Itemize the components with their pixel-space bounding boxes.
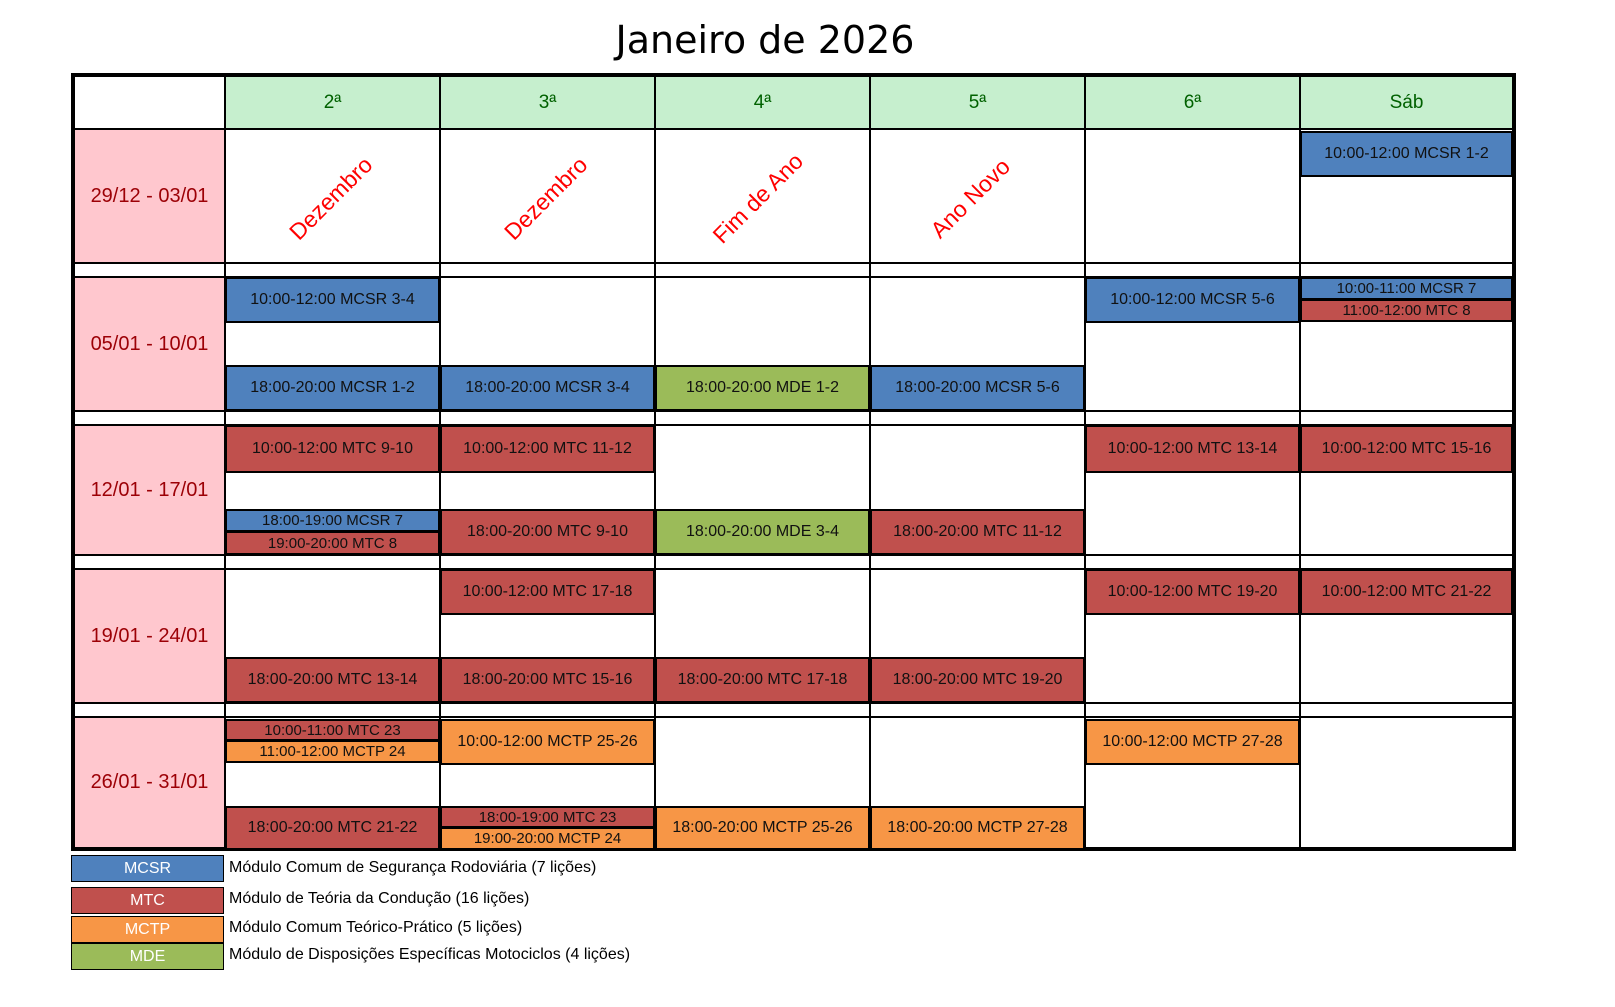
page-title: Janeiro de 2026	[615, 18, 915, 62]
event-mtc[interactable]: 10:00-12:00 MTC 21-22	[1300, 569, 1513, 615]
week-label: 29/12 - 03/01	[74, 129, 225, 263]
row-separator	[74, 263, 225, 277]
event-mtc[interactable]: 18:00-19:00 MTC 23	[440, 806, 655, 828]
row-separator	[1085, 263, 1300, 277]
event-mtc[interactable]: 18:00-20:00 MTC 21-22	[225, 806, 440, 850]
week-label: 19/01 - 24/01	[74, 569, 225, 703]
row-separator	[225, 411, 440, 425]
legend-code-mcsr: MCSR	[71, 855, 224, 882]
holiday-label: Fim de Ano	[707, 147, 809, 249]
row-separator	[870, 263, 1085, 277]
event-mtc[interactable]: 11:00-12:00 MTC 8	[1300, 299, 1513, 322]
week-label: 05/01 - 10/01	[74, 277, 225, 411]
event-mtc[interactable]: 18:00-20:00 MTC 15-16	[440, 657, 655, 703]
event-mctp[interactable]: 11:00-12:00 MCTP 24	[225, 740, 440, 763]
corner-cell	[74, 76, 225, 129]
row-separator	[74, 411, 225, 425]
event-mtc[interactable]: 18:00-20:00 MTC 11-12	[870, 509, 1085, 555]
row-separator	[655, 555, 870, 569]
event-mcsr[interactable]: 18:00-20:00 MCSR 3-4	[440, 365, 655, 411]
row-separator	[1300, 703, 1513, 717]
row-separator	[225, 555, 440, 569]
day-cell	[1085, 129, 1300, 263]
event-mtc[interactable]: 18:00-20:00 MTC 13-14	[225, 657, 440, 703]
event-mtc[interactable]: 10:00-12:00 MTC 15-16	[1300, 425, 1513, 473]
event-mtc[interactable]: 18:00-20:00 MTC 17-18	[655, 657, 870, 703]
event-mcsr[interactable]: 10:00-12:00 MCSR 1-2	[1300, 131, 1513, 177]
row-separator	[74, 703, 225, 717]
row-separator	[1085, 703, 1300, 717]
row-separator	[440, 703, 655, 717]
row-separator	[225, 703, 440, 717]
holiday-label: Ano Novo	[925, 153, 1016, 244]
event-mtc[interactable]: 18:00-20:00 MTC 9-10	[440, 509, 655, 555]
day-header-tue: 3ª	[440, 76, 655, 129]
holiday-label: Dezembro	[283, 151, 378, 245]
legend-code-mctp: MCTP	[71, 916, 224, 943]
day-header-wed: 4ª	[655, 76, 870, 129]
event-mde[interactable]: 18:00-20:00 MDE 1-2	[655, 365, 870, 411]
row-separator	[74, 555, 225, 569]
event-mctp[interactable]: 10:00-12:00 MCTP 27-28	[1085, 719, 1300, 765]
row-separator	[655, 411, 870, 425]
row-separator	[1300, 555, 1513, 569]
event-mcsr[interactable]: 10:00-12:00 MCSR 3-4	[225, 277, 440, 323]
row-separator	[1085, 555, 1300, 569]
row-separator	[655, 703, 870, 717]
day-header-mon: 2ª	[225, 76, 440, 129]
row-separator	[870, 703, 1085, 717]
event-mtc[interactable]: 10:00-12:00 MTC 19-20	[1085, 569, 1300, 615]
legend-text-mtc: Módulo de Teória da Condução (16 lições)	[229, 890, 530, 907]
holiday-label: Dezembro	[498, 151, 593, 245]
row-separator	[440, 263, 655, 277]
week-label: 12/01 - 17/01	[74, 425, 225, 555]
event-mtc[interactable]: 18:00-20:00 MTC 19-20	[870, 657, 1085, 703]
event-mcsr[interactable]: 10:00-11:00 MCSR 7	[1300, 277, 1513, 300]
event-mtc[interactable]: 10:00-11:00 MTC 23	[225, 719, 440, 741]
legend-text-mde: Módulo de Disposições Específicas Motociclos (4 lições)	[229, 946, 631, 963]
event-mcsr[interactable]: 18:00-20:00 MCSR 1-2	[225, 365, 440, 411]
event-mcsr[interactable]: 18:00-20:00 MCSR 5-6	[870, 365, 1085, 411]
event-mctp[interactable]: 18:00-20:00 MCTP 27-28	[870, 806, 1085, 850]
row-separator	[655, 263, 870, 277]
event-mtc[interactable]: 10:00-12:00 MTC 11-12	[440, 425, 655, 473]
day-header-fri: 6ª	[1085, 76, 1300, 129]
event-mctp[interactable]: 19:00-20:00 MCTP 24	[440, 827, 655, 850]
row-separator	[1300, 411, 1513, 425]
row-separator	[870, 555, 1085, 569]
event-mtc[interactable]: 10:00-12:00 MTC 9-10	[225, 425, 440, 473]
event-mcsr[interactable]: 10:00-12:00 MCSR 5-6	[1085, 277, 1300, 323]
row-separator	[870, 411, 1085, 425]
event-mtc[interactable]: 10:00-12:00 MTC 17-18	[440, 569, 655, 615]
legend-code-mtc: MTC	[71, 887, 224, 914]
legend-text-mctp: Módulo Comum Teórico-Prático (5 lições)	[229, 919, 523, 936]
row-separator	[1085, 411, 1300, 425]
event-mctp[interactable]: 10:00-12:00 MCTP 25-26	[440, 719, 655, 765]
row-separator	[225, 263, 440, 277]
event-mcsr[interactable]: 18:00-19:00 MCSR 7	[225, 509, 440, 532]
row-separator	[1300, 263, 1513, 277]
legend-text-mcsr: Módulo Comum de Segurança Rodoviária (7 lições)	[229, 859, 597, 876]
event-mctp[interactable]: 18:00-20:00 MCTP 25-26	[655, 806, 870, 850]
row-separator	[440, 555, 655, 569]
event-mde[interactable]: 18:00-20:00 MDE 3-4	[655, 509, 870, 555]
day-header-thu: 5ª	[870, 76, 1085, 129]
day-cell	[1300, 717, 1513, 848]
day-header-sat: Sáb	[1300, 76, 1513, 129]
week-label: 26/01 - 31/01	[74, 717, 225, 848]
legend-code-mde: MDE	[71, 943, 224, 970]
event-mtc[interactable]: 19:00-20:00 MTC 8	[225, 531, 440, 555]
row-separator	[440, 411, 655, 425]
event-mtc[interactable]: 10:00-12:00 MTC 13-14	[1085, 425, 1300, 473]
